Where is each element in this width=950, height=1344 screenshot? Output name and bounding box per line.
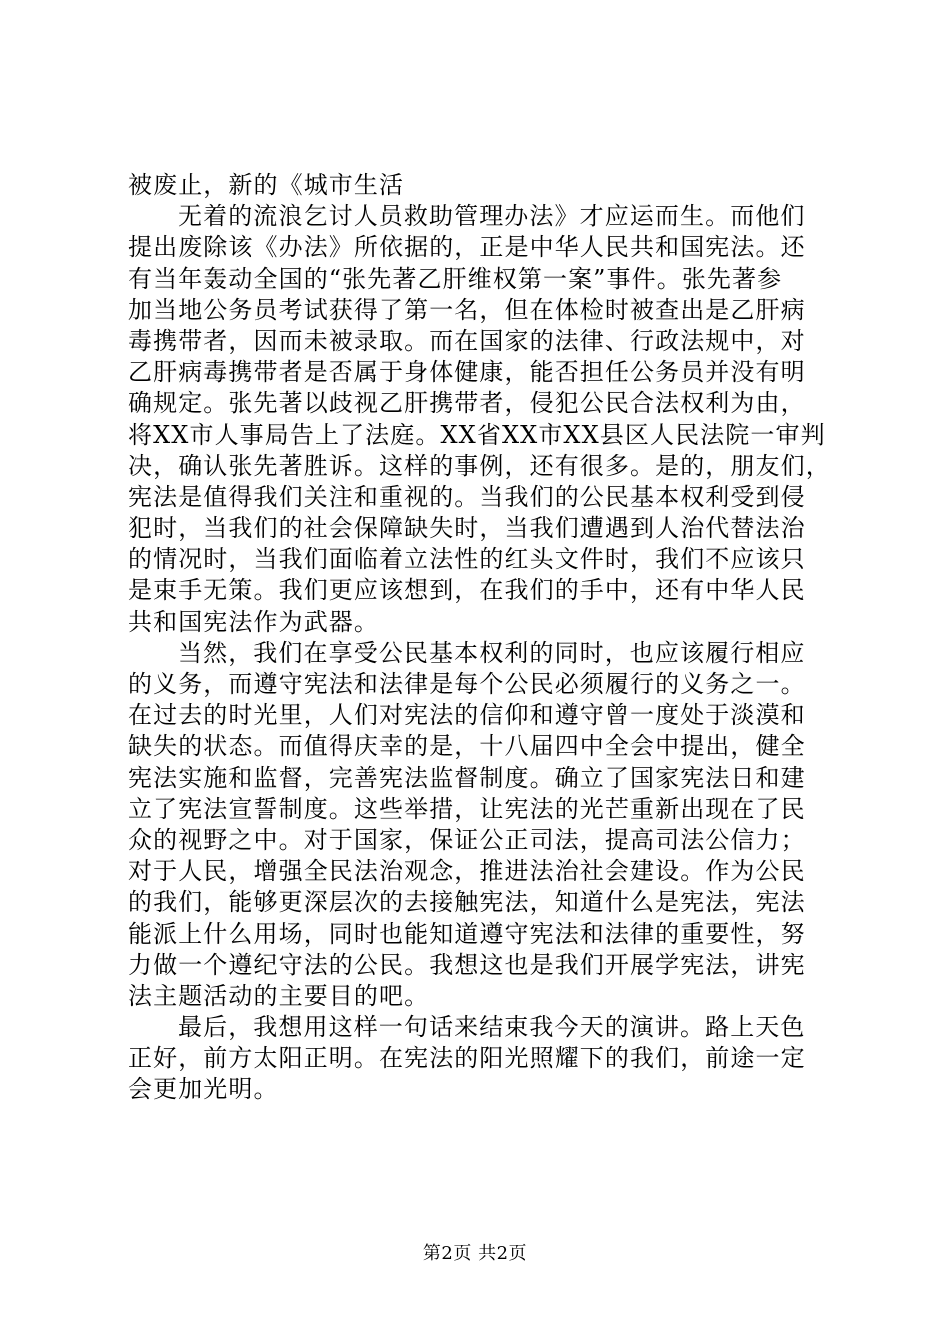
text-line: 的情况时，当我们面临着立法性的红头文件时，我们不应该只 <box>128 545 806 574</box>
text-line: 立了宪法宣誓制度。这些举措，让宪法的光芒重新出现在了民 <box>128 794 806 823</box>
text-line: 共和国宪法作为武器。 <box>128 607 379 636</box>
text-line: 的义务，而遵守宪法和法律是每个公民必须履行的义务之一。 <box>128 670 806 698</box>
text-line: 的我们，能够更深层次的去接触宪法，知道什么是宪法，宪法 <box>128 888 806 917</box>
text-line: 在过去的时光里，人们对宪法的信仰和遵守曾一度处于淡漠和 <box>128 701 806 730</box>
text-line: 会更加光明。 <box>128 1075 279 1104</box>
text-line: 正好，前方太阳正明。在宪法的阳光照耀下的我们，前途一定 <box>128 1044 806 1073</box>
text-line: 被废止，新的《城市生活 <box>128 171 405 199</box>
text-line: 缺失的状态。而值得庆幸的是，十八届四中全会中提出，健全 <box>128 732 806 761</box>
text-line: 加当地公务员考试获得了第一名，但在体检时被查出是乙肝病 <box>128 295 806 324</box>
text-line: 毒携带者，因而未被录取。而在国家的法律、行政法规中，对 <box>128 326 806 355</box>
paragraph-first-line: 当然，我们在享受公民基本权利的同时，也应该履行相应 <box>178 638 806 667</box>
page-footer: 第2页 共2页 <box>422 1243 528 1264</box>
paragraph-first-line: 最后，我想用这样一句话来结束我今天的演讲。路上天色 <box>178 1013 806 1042</box>
paragraph-first-line: 无着的流浪乞讨人员救助管理办法》才应运而生。而他们 <box>178 202 806 231</box>
text-line: 提出废除该《办法》所依据的，正是中华人民共和国宪法。还 <box>128 233 806 262</box>
text-line: 宪法实施和监督，完善宪法监督制度。确立了国家宪法日和建 <box>128 763 806 792</box>
text-line: 确规定。张先著以歧视乙肝携带者，侵犯公民合法权利为由， <box>128 389 806 418</box>
text-line: 众的视野之中。对于国家，保证公正司法，提高司法公信力； <box>128 825 806 854</box>
text-line: 法主题活动的主要目的吧。 <box>128 981 430 1010</box>
text-line: 有当年轰动全国的“张先著乙肝维权第一案”事件。张先著参 <box>128 264 783 293</box>
text-line: 将XX市人事局告上了法庭。XX省XX市XX县区人民法院一审判 <box>128 420 826 449</box>
text-line: 宪法是值得我们关注和重视的。当我们的公民基本权利受到侵 <box>128 482 806 511</box>
document-body <box>128 170 831 1106</box>
text-line: 犯时，当我们的社会保障缺失时，当我们遭遇到人治代替法治 <box>128 514 806 543</box>
text-line: 乙肝病毒携带者是否属于身体健康，能否担任公务员并没有明 <box>128 358 806 387</box>
text-line: 力做一个遵纪守法的公民。我想这也是我们开展学宪法，讲宪 <box>128 950 806 979</box>
text-line: 对于人民，增强全民法治观念，推进法治社会建设。作为公民 <box>128 857 806 886</box>
text-line: 能派上什么用场，同时也能知道遵守宪法和法律的重要性，努 <box>128 919 806 948</box>
text-line: 是束手无策。我们更应该想到，在我们的手中，还有中华人民 <box>128 576 806 605</box>
text-line: 决，确认张先著胜诉。这样的事例，还有很多。是的，朋友们， <box>128 451 831 480</box>
